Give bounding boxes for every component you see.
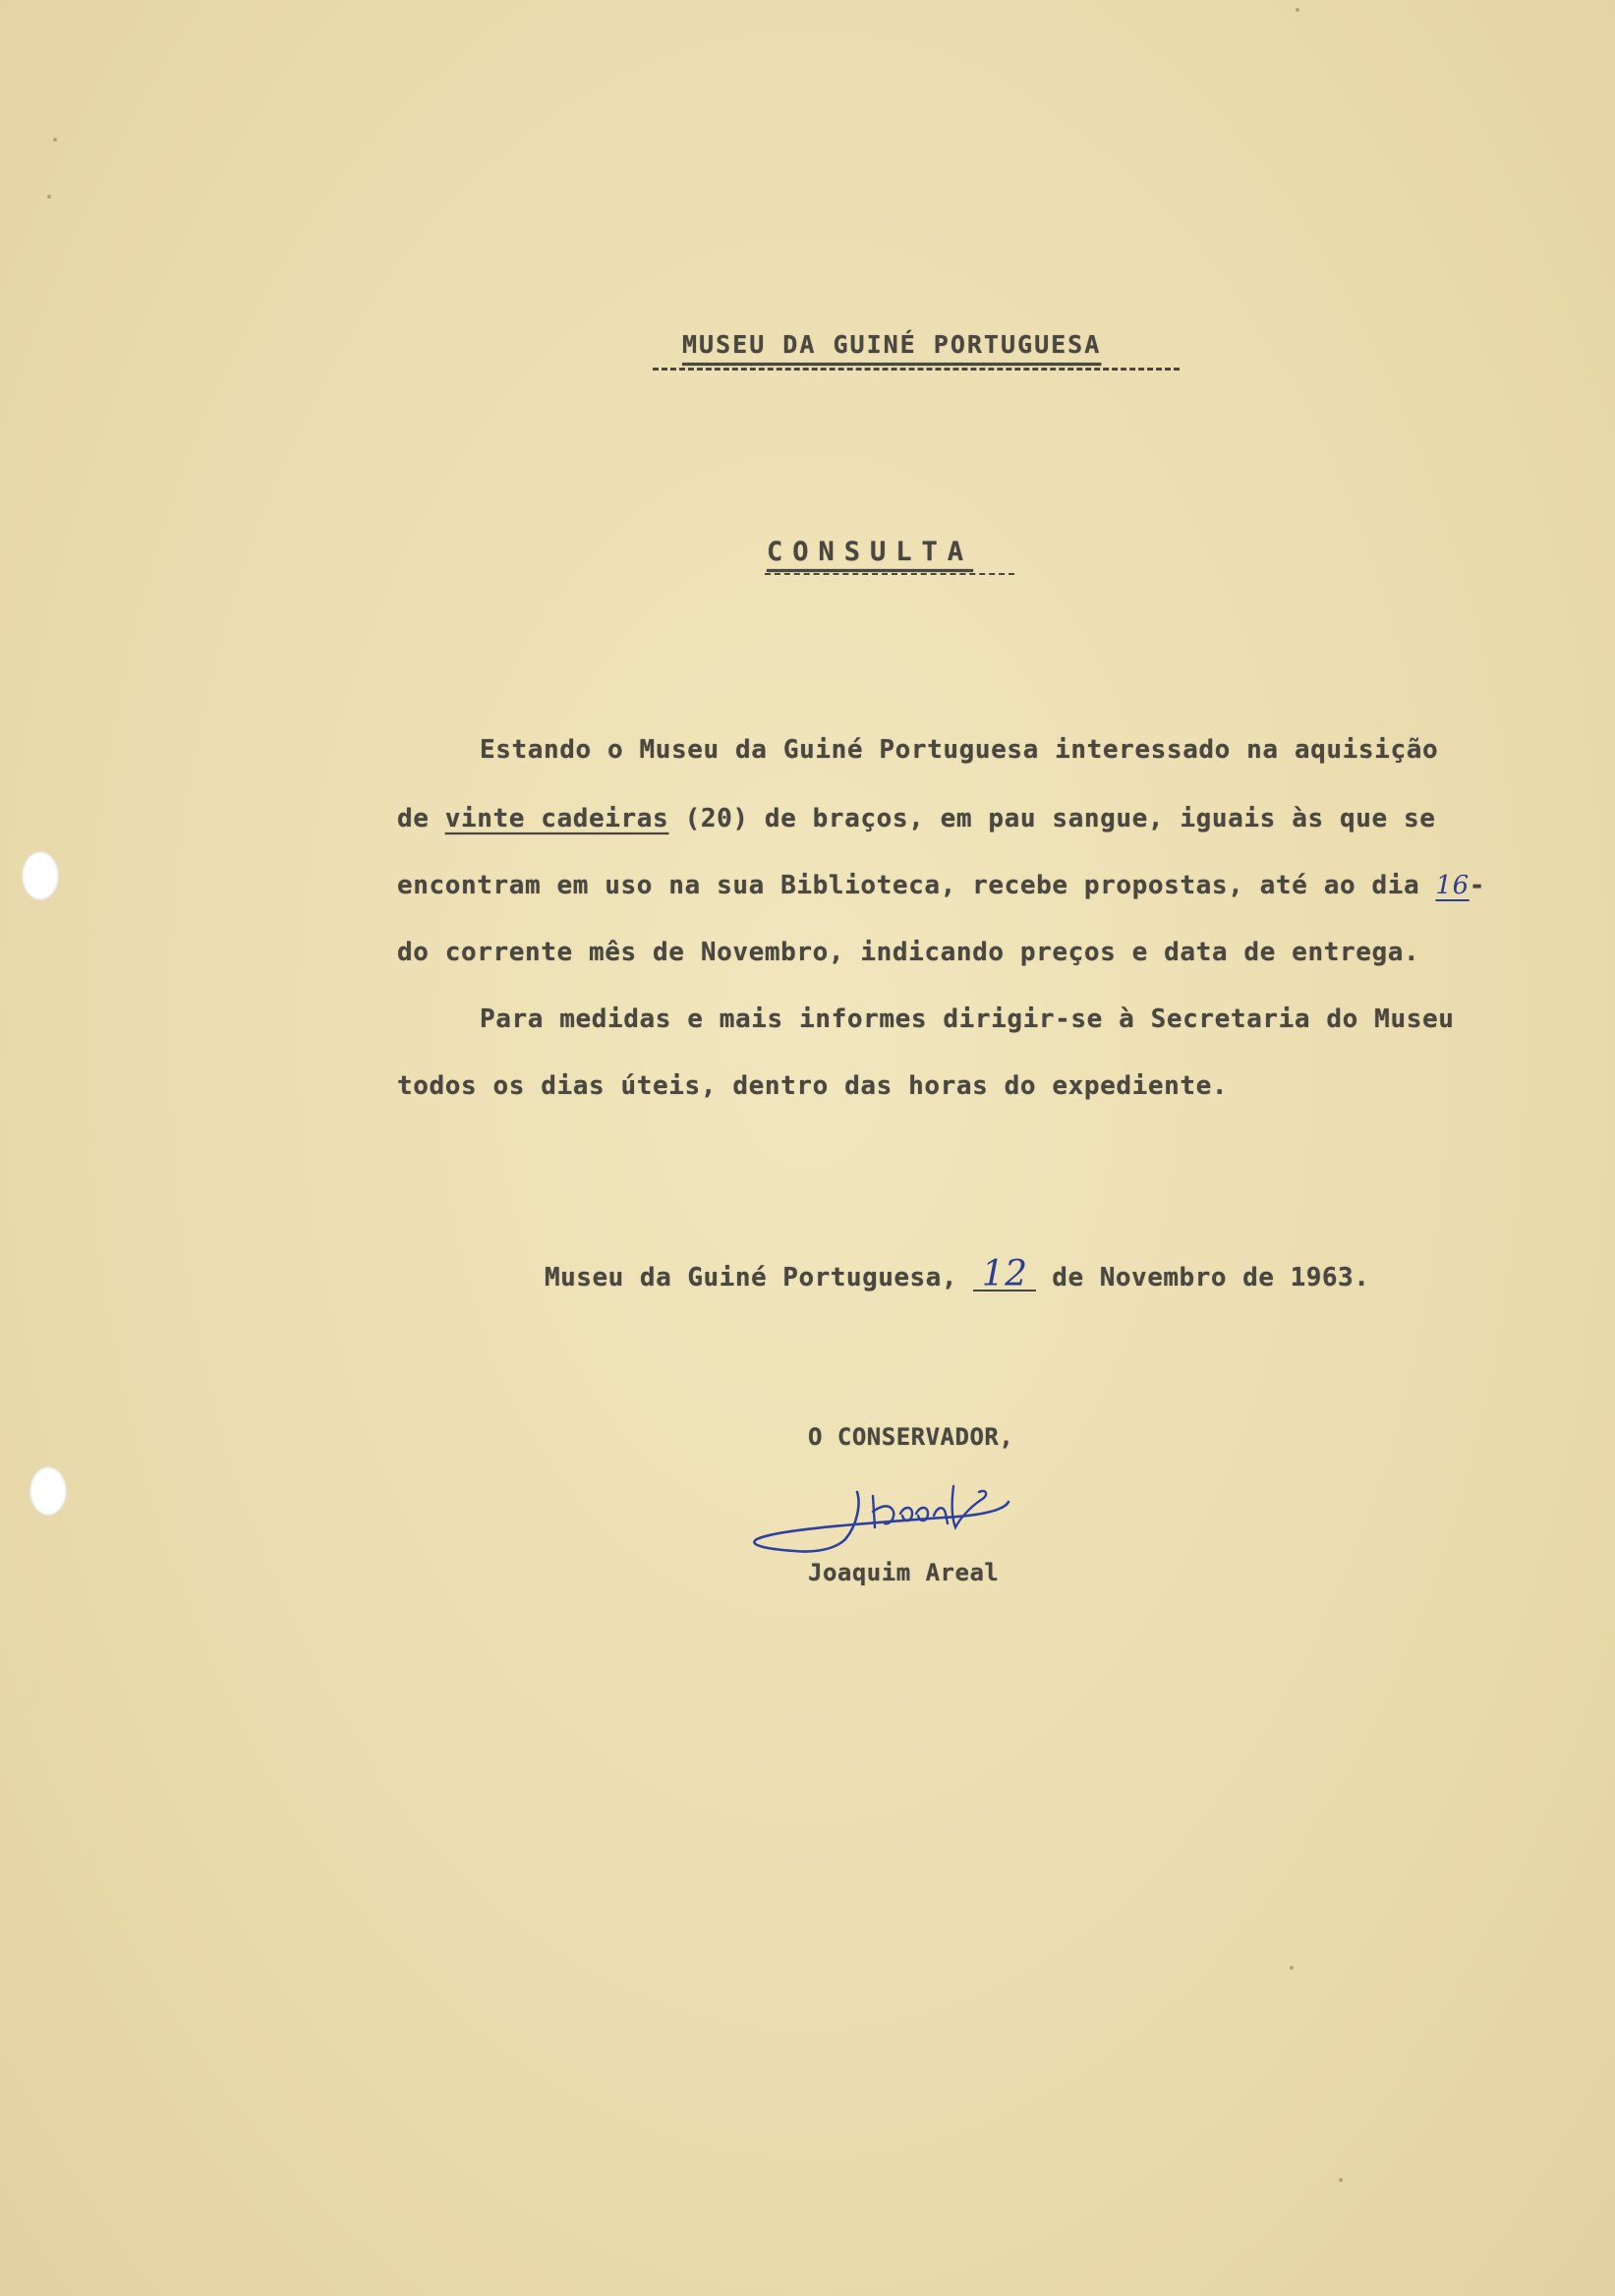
body-line-6: todos os dias úteis, dentro das horas do expediente. <box>397 1071 1229 1101</box>
document-header: MUSEU DA GUINÉ PORTUGUESA <box>682 330 1102 359</box>
punch-hole <box>29 1466 67 1516</box>
body-line-3 <box>397 871 1485 900</box>
dateline-month-year: de Novembro de 1963. <box>1036 1263 1370 1292</box>
signatory-name: Joaquim Areal <box>808 1559 1000 1586</box>
paper-speck <box>1339 2178 1343 2182</box>
signatory-role: O CONSERVADOR, <box>808 1423 1014 1451</box>
body-line-3-start: encontram em uso na sua Biblioteca, recebe propostas, até ao dia <box>397 871 1436 900</box>
paper-speck <box>53 138 57 142</box>
header-underline-rule <box>653 368 1180 371</box>
underlined-quantity: vinte cadeiras <box>444 804 669 833</box>
body-line-2 <box>397 804 1435 833</box>
paper-speck <box>47 195 51 199</box>
body-line-3-end: - <box>1469 871 1486 900</box>
paper-speck <box>1290 1966 1294 1970</box>
title-underline-rule <box>765 573 1014 575</box>
handwritten-deadline-day: 16 <box>1435 871 1470 900</box>
handwritten-signature <box>747 1445 1062 1573</box>
dateline <box>545 1254 1370 1294</box>
punch-hole <box>22 851 59 900</box>
body-line-2-start: de <box>397 804 445 833</box>
handwritten-date-day: 12 <box>973 1260 1036 1292</box>
dateline-place: Museu da Guiné Portuguesa, <box>545 1263 974 1292</box>
body-line-4: do corrente mês de Novembro, indicando preços e data de entrega. <box>397 938 1420 967</box>
paper-speck <box>1296 8 1299 12</box>
document-title: CONSULTA <box>767 537 974 567</box>
body-line-1: Estando o Museu da Guiné Portuguesa interessado na aquisição <box>480 735 1439 765</box>
body-line-5: Para medidas e mais informes dirigir-se à Secretaria do Museu <box>480 1004 1455 1034</box>
body-line-2-end: (20) de braços, em pau sangue, iguais às que se <box>668 804 1436 833</box>
